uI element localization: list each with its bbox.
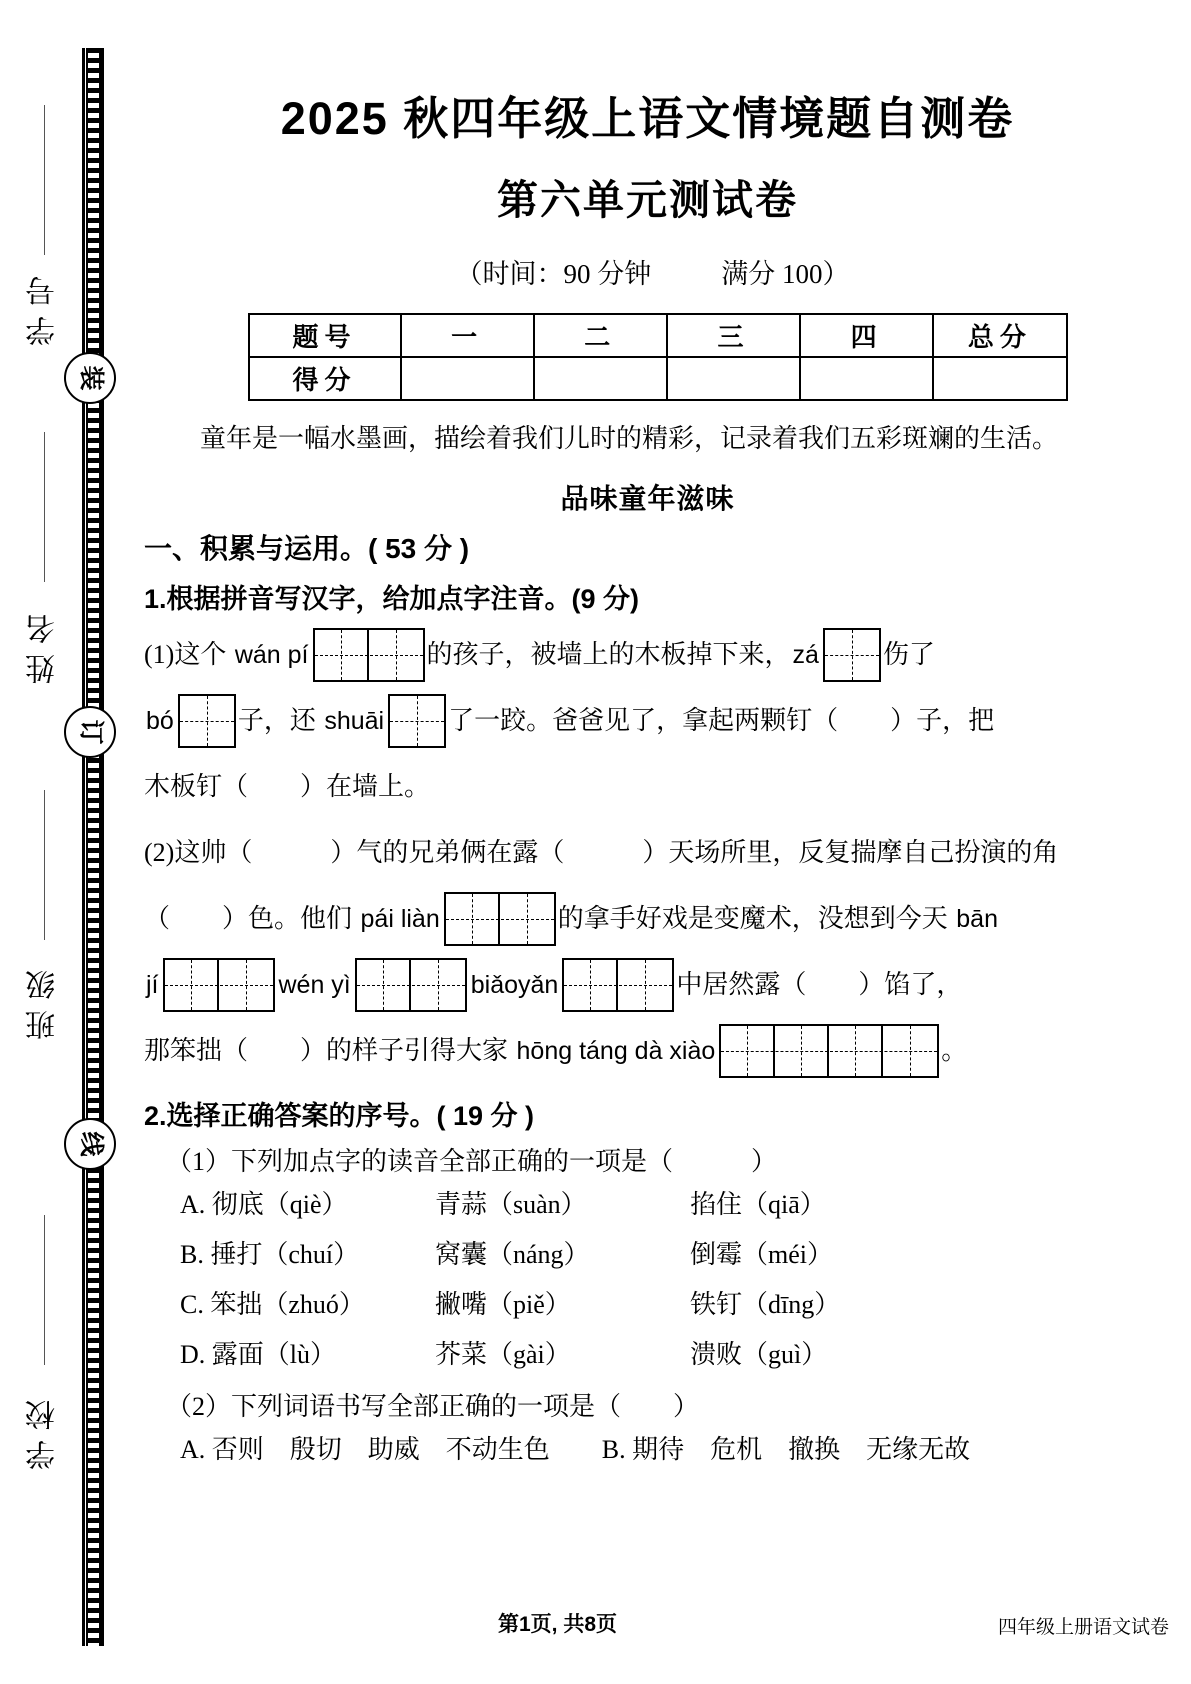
q1-pinyin-wenyi: wén yì — [278, 971, 351, 1000]
q1-pinyin-ji: jí — [146, 971, 159, 1000]
seal-line-left — [82, 48, 85, 1646]
page-subtitle: 第六单元测试卷 — [497, 177, 798, 223]
exam-time-label: （时间：90 分钟 — [455, 259, 652, 289]
q1-pinyin-bo: bó — [146, 707, 174, 736]
score-table-col-1: 二 — [534, 314, 667, 357]
option-row-d[interactable] — [180, 1332, 1175, 1378]
seal-char-xian: 线 — [64, 1118, 116, 1170]
q1-l5-text-b: 的拿手好戏是变魔术，没想到今天 — [557, 904, 955, 934]
option-b-item-2: 窝囊（náng） — [435, 1240, 590, 1270]
q1-l5-text-a: （ ）色。他们 — [144, 904, 359, 934]
option-b-item-1: B. 捶打（chuí） — [180, 1240, 360, 1270]
q1-l6-text-b: 中居然露（ ）馅了， — [676, 970, 963, 1000]
q1-line-3 — [144, 754, 1171, 820]
write-rule-1 — [44, 105, 45, 255]
q1-pinyin-ban: bān — [956, 905, 998, 934]
score-table-col-3: 四 — [800, 314, 933, 357]
answer-grid-za[interactable] — [823, 628, 881, 682]
q1-l7-text-a: 那笨拙（ ）的样子引得大家 — [144, 1036, 515, 1066]
answer-grid-hongtangdaxiao[interactable] — [719, 1024, 939, 1078]
q1-pinyin-shuai: shuāi — [324, 707, 385, 736]
write-rule-4 — [44, 1215, 45, 1365]
q1-l3-text: 木板钉（ ）在墙上。 — [144, 772, 431, 802]
sidebar-label-class: 班级 — [27, 960, 60, 1040]
intro-paragraph: 童年是一幅水墨画，描绘着我们儿时的精彩，记录着我们五彩斑斓的生活。 — [200, 424, 1059, 453]
table-row-scores — [249, 357, 1067, 400]
binding-strip — [0, 0, 140, 1684]
score-cell-2[interactable] — [667, 357, 800, 400]
q1-pinyin-za: zá — [792, 641, 819, 670]
answer-grid-wenyi[interactable] — [355, 958, 467, 1012]
answer-grid-pailian[interactable] — [444, 892, 556, 946]
footer-page-number: 第1页, 共8页 — [498, 1613, 618, 1636]
score-cell-0[interactable] — [401, 357, 534, 400]
seal-char-ding: 订 — [64, 706, 116, 758]
q1-pinyin-wanpi: wán pí — [234, 641, 309, 670]
score-cell-3[interactable] — [800, 357, 933, 400]
question-2-1-prompt: （1）下列加点字的读音全部正确的一项是（ ） — [166, 1147, 778, 1177]
score-cell-4[interactable] — [933, 357, 1066, 400]
question-2-2-options[interactable]: A. 否则 殷切 助威 不动生色 B. 期待 危机 撤换 无缘无故 — [180, 1435, 971, 1465]
q1-line-5 — [144, 886, 1171, 952]
question-1-body — [144, 622, 1171, 1084]
answer-grid-shuai[interactable] — [388, 694, 446, 748]
score-table-rowlabel-0: 题号 — [249, 314, 401, 357]
score-table-rowlabel-1: 得分 — [249, 357, 401, 400]
option-d-item-3: 溃败（guì） — [690, 1340, 828, 1370]
score-table-col-4: 总分 — [933, 314, 1066, 357]
option-a-item-2: 青蒜（suàn） — [435, 1190, 587, 1220]
seal-char-zhuang: 装 — [64, 352, 116, 404]
q1-pinyin-hongtangdaxiao: hōng táng dà xiào — [516, 1037, 716, 1066]
score-cell-1[interactable] — [534, 357, 667, 400]
score-table-col-0: 一 — [401, 314, 534, 357]
question-2-2-prompt: （2）下列词语书写全部正确的一项是（ ） — [166, 1392, 700, 1422]
q1-l1-text-c: 伤了 — [882, 640, 935, 670]
question-1-heading: 1.根据拼音写汉字，给加点字注音。(9 分) — [144, 584, 640, 615]
option-row-a[interactable] — [180, 1182, 1175, 1228]
option-c-item-1: C. 笨拙（zhuó） — [180, 1290, 365, 1320]
answer-grid-bo[interactable] — [178, 694, 236, 748]
exam-content — [140, 0, 1175, 1684]
q1-line-4 — [144, 820, 1171, 886]
q1-pinyin-pailian: pái liàn — [360, 905, 440, 934]
option-a-item-3: 掐住（qiā） — [690, 1190, 826, 1220]
q1-line-2 — [144, 688, 1171, 754]
write-rule-3 — [44, 790, 45, 940]
option-b-item-3: 倒霉（méi） — [690, 1240, 833, 1270]
score-table-col-2: 三 — [667, 314, 800, 357]
option-c-item-2: 撇嘴（piě） — [435, 1290, 571, 1320]
table-row-header — [249, 314, 1067, 357]
option-row-c[interactable] — [180, 1282, 1175, 1328]
q1-line-7 — [144, 1018, 1171, 1084]
answer-grid-wanpi[interactable] — [313, 628, 425, 682]
q1-l2-text-a: 子，还 — [237, 706, 323, 736]
answer-grid-banji[interactable] — [163, 958, 275, 1012]
page-title: 2025 秋四年级上语文情境题自测卷 — [280, 93, 1015, 144]
option-a-item-1: A. 彻底（qiè） — [180, 1190, 348, 1220]
q1-pinyin-biaoyan: biǎoyǎn — [470, 971, 559, 1000]
answer-grid-biaoyan[interactable] — [562, 958, 674, 1012]
footer-note: 四年级上册语文试卷 — [997, 1617, 1169, 1638]
q1-l7-text-b: 。 — [941, 1036, 968, 1066]
score-table — [248, 313, 1068, 401]
sidebar-label-student-id: 学号 — [27, 266, 60, 346]
option-d-item-1: D. 露面（lù） — [180, 1340, 337, 1370]
question-2-heading: 2.选择正确答案的序号。( 19 分 ) — [144, 1101, 535, 1132]
q1-l2-text-b: 了一跤。爸爸见了，拿起两颗钉（ ）子，把 — [448, 706, 995, 736]
section-title: 品味童年滋味 — [560, 483, 735, 515]
sidebar-label-school: 学校 — [27, 1390, 60, 1470]
exam-meta — [140, 252, 1175, 291]
part-one-heading: 一、积累与运用。( 53 分 ) — [144, 533, 470, 565]
q1-line-6 — [144, 952, 1171, 1018]
seal-line-right — [101, 48, 104, 1646]
option-row-b[interactable] — [180, 1232, 1175, 1278]
option-d-item-2: 芥菜（gài） — [435, 1340, 571, 1370]
q1-l1-text-b: 的孩子，被墙上的木板掉下来， — [426, 640, 791, 670]
seal-dotted-bar — [86, 48, 101, 1646]
exam-fullscore-label: 满分 100） — [721, 259, 850, 289]
option-c-item-3: 铁钉（dīng） — [690, 1290, 841, 1320]
q1-line-1 — [144, 622, 1171, 688]
q1-l4-text: (2)这帅（ ）气的兄弟俩在露（ ）天场所里，反复揣摩自己扮演的角 — [144, 838, 1059, 868]
sidebar-label-name: 姓名 — [27, 604, 60, 684]
q1-l1-text-a: (1)这个 — [144, 640, 233, 670]
write-rule-2 — [44, 432, 45, 582]
